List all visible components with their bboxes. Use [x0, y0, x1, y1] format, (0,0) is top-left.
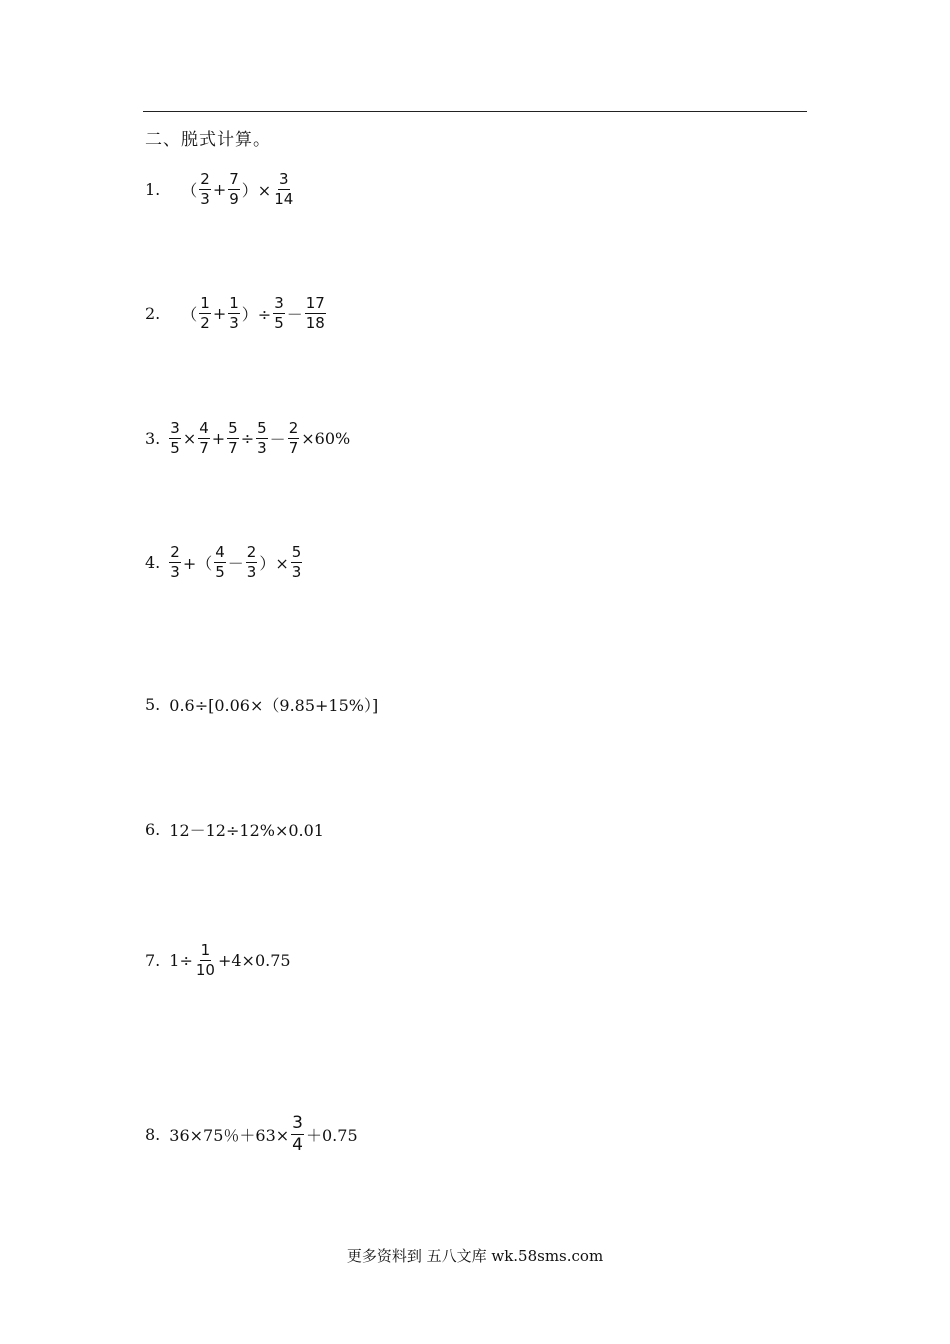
fraction: $\frac{2}{3}$	[170, 543, 180, 581]
problem-2	[145, 296, 327, 331]
fraction: $\frac{3}{4}$	[292, 1113, 303, 1155]
operator: －	[286, 305, 303, 324]
operator: （	[181, 305, 198, 324]
fraction: $\frac{1}{3}$	[229, 294, 239, 332]
operator: ）×	[259, 554, 289, 573]
fraction: $\frac{4}{7}$	[199, 419, 209, 457]
problem-5	[145, 693, 379, 716]
expression: 12－12÷12%×0.01	[169, 821, 324, 840]
operator: 1÷	[169, 951, 193, 970]
operator: －	[269, 430, 286, 449]
fraction: $\frac{2}{3}$	[246, 543, 257, 581]
operator: ÷	[240, 429, 255, 448]
operator: +（	[182, 554, 213, 573]
problem-number: 2.	[145, 304, 161, 323]
operator: ）×	[241, 181, 272, 200]
fraction: $\frac{1}{10}$	[195, 941, 215, 979]
fraction: $\frac{7}{9}$	[229, 170, 239, 208]
problem-4	[145, 545, 303, 580]
operator: 36×75％＋63×	[169, 1126, 290, 1145]
fraction: $\frac{1}{2}$	[200, 294, 210, 332]
section-title: 二、脱式计算。	[145, 130, 271, 150]
fraction: $\frac{5}{7}$	[228, 419, 238, 457]
problem-8	[145, 1115, 359, 1154]
operator: +	[212, 180, 227, 199]
problem-number: 8.	[145, 1125, 161, 1144]
problem-number: 3.	[145, 429, 161, 448]
operator: （	[181, 181, 198, 200]
problem-number: 6.	[145, 820, 161, 839]
operator: +4×0.75	[217, 951, 291, 970]
fraction: $\frac{5}{3}$	[291, 543, 302, 581]
footer-text: 更多资料到 五八文库 wk.58sms.com	[346, 1247, 604, 1265]
operator: +	[212, 304, 227, 323]
problem-7	[145, 943, 292, 978]
fraction: $\frac{17}{18}$	[305, 294, 325, 332]
operator: ＋0.75	[306, 1126, 358, 1145]
problem-1	[145, 172, 295, 207]
problem-6	[145, 818, 325, 841]
operator: ）÷	[241, 305, 272, 324]
problem-3	[145, 421, 351, 456]
fraction: $\frac{4}{5}$	[215, 543, 225, 581]
fraction: $\frac{3}{5}$	[170, 419, 180, 457]
fraction: $\frac{3}{5}$	[274, 294, 284, 332]
operator: +	[211, 429, 226, 448]
fraction: $\frac{2}{3}$	[200, 170, 210, 208]
problem-number: 4.	[145, 553, 161, 572]
problem-number: 1.	[145, 180, 161, 199]
expression: 0.6÷[0.06×（9.85+15%）]	[169, 696, 379, 715]
fraction: $\frac{2}{7}$	[288, 419, 299, 457]
operator: －	[227, 554, 244, 573]
problem-number: 7.	[145, 951, 161, 970]
problem-number: 5.	[145, 695, 161, 714]
top-rule	[143, 111, 807, 112]
operator: ×	[182, 429, 197, 448]
fraction: $\frac{3}{14}$	[274, 170, 294, 208]
operator: ×60%	[301, 429, 351, 448]
fraction: $\frac{5}{3}$	[257, 419, 267, 457]
